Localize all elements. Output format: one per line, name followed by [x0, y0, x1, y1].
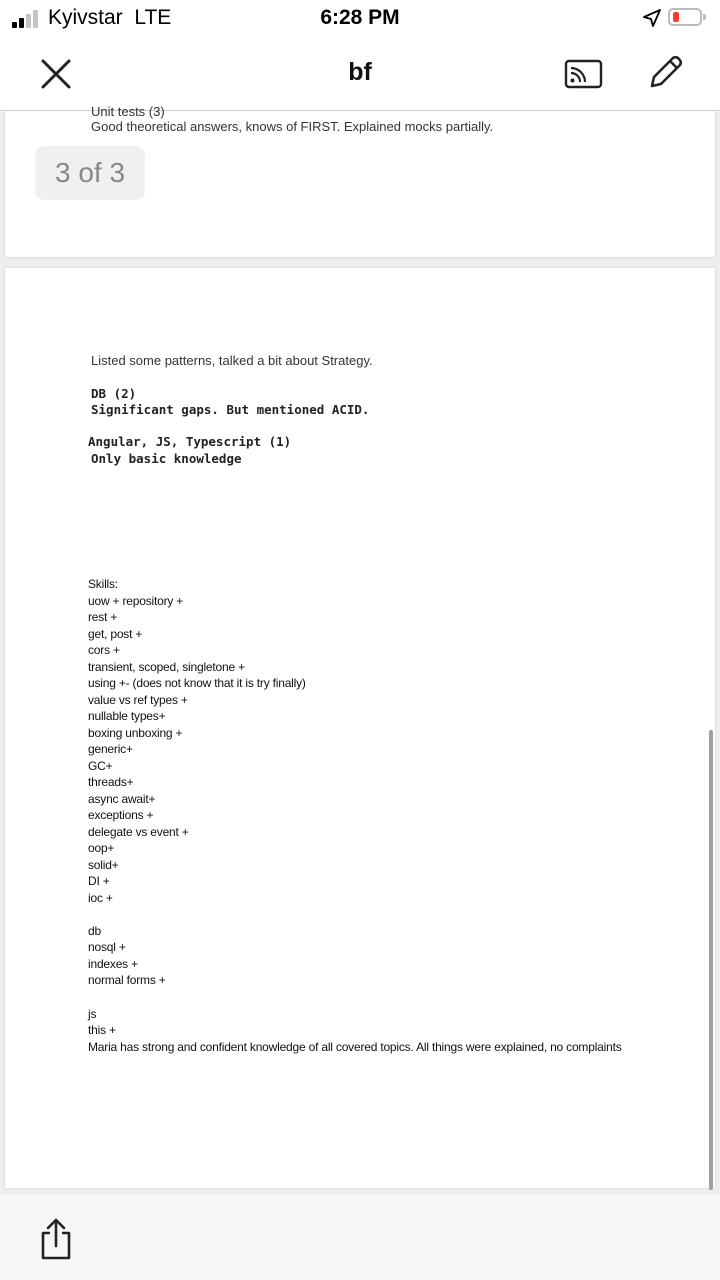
skill-item: async await+ — [88, 792, 156, 806]
angular-text: Only basic knowledge — [91, 451, 242, 466]
bottom-toolbar — [0, 1194, 720, 1280]
skills-heading: Skills: — [88, 577, 118, 591]
status-time: 6:28 PM — [320, 6, 400, 29]
skill-item: threads+ — [88, 775, 134, 789]
skill-item: cors + — [88, 643, 120, 657]
skill-item: delegate vs event + — [88, 825, 189, 839]
close-icon[interactable] — [36, 54, 76, 94]
db-skills-heading: db — [88, 924, 101, 938]
db-text: Significant gaps. But mentioned ACID. — [91, 402, 370, 417]
battery-level — [673, 12, 679, 22]
edit-icon[interactable] — [644, 52, 686, 94]
patterns-text: Listed some patterns, talked a bit about Strategy. — [91, 353, 373, 368]
skill-item: ioc + — [88, 891, 113, 905]
carrier-name: Kyivstar — [48, 6, 123, 29]
cast-icon[interactable] — [564, 58, 604, 90]
db-heading: DB (2) — [91, 386, 137, 401]
status-bar — [0, 0, 720, 36]
skill-item: DI + — [88, 874, 110, 888]
skill-item: rest + — [88, 610, 118, 624]
network-type: LTE — [134, 6, 172, 29]
skill-item: transient, scoped, singletone + — [88, 660, 245, 674]
skill-item: boxing unboxing + — [88, 726, 183, 740]
share-icon[interactable] — [38, 1216, 74, 1262]
conclusion-text: Maria has strong and confident knowledge of all covered topics. All things were explained, no complaints — [88, 1040, 622, 1054]
skill-item: solid+ — [88, 858, 119, 872]
battery-nub — [703, 14, 706, 20]
unit-tests-text: Good theoretical answers, knows of FIRST. Explained mocks partially. — [91, 119, 494, 134]
location-icon — [642, 8, 662, 28]
angular-heading: Angular, JS, Typescript (1) — [88, 434, 292, 449]
skill-item: value vs ref types + — [88, 693, 188, 707]
nav-bar — [0, 36, 720, 111]
skill-item: GC+ — [88, 759, 113, 773]
skill-item: indexes + — [88, 957, 138, 971]
cutoff-heading: Unit tests (3) — [91, 104, 165, 119]
document-title: bf — [348, 58, 372, 86]
scrollbar[interactable] — [709, 730, 713, 1190]
skill-item: oop+ — [88, 841, 115, 855]
battery-icon — [668, 8, 702, 26]
skill-item: using +- (does not know that it is try finally) — [88, 676, 306, 690]
skill-item: get, post + — [88, 627, 143, 641]
skill-item: this + — [88, 1023, 116, 1037]
document-page — [5, 268, 715, 1188]
skill-item: uow + repository + — [88, 594, 184, 608]
js-skills-heading: js — [88, 1007, 97, 1021]
page-counter-badge: 3 of 3 — [35, 146, 145, 200]
skill-item: normal forms + — [88, 973, 166, 987]
skill-item: generic+ — [88, 742, 133, 756]
skill-item: nosql + — [88, 940, 126, 954]
skill-item: exceptions + — [88, 808, 154, 822]
skill-item: nullable types+ — [88, 709, 166, 723]
